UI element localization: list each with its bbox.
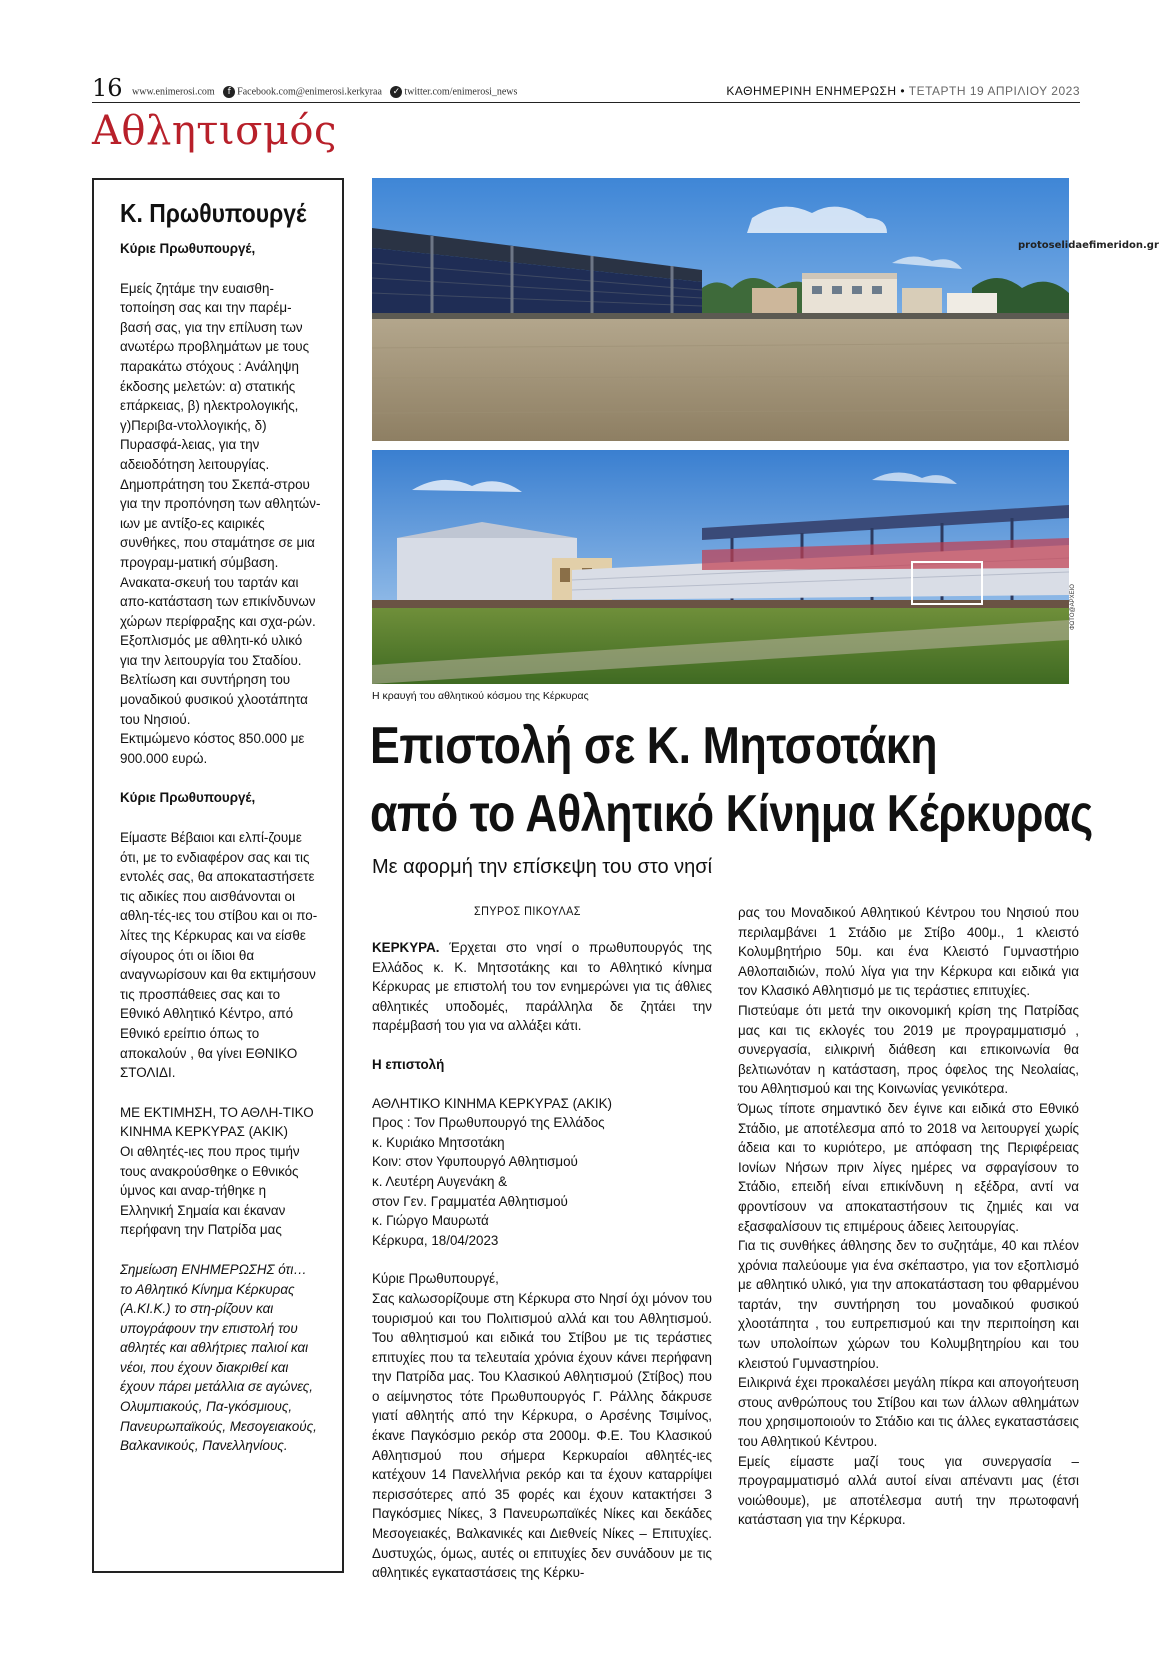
sidebar-paragraph: Οι αθλητές-ιες που προς τιμήν τους ανακρούσθηκε ο Εθνικός ύμνος και αναρ-τήθηκε η Ελληνική Σημαία και έκαναν περήφανη την Πατρίδα μας bbox=[120, 1143, 300, 1238]
watermark-text: protoselidaefimeridon.gr bbox=[1018, 240, 1159, 251]
page-header bbox=[92, 74, 1080, 103]
header-links bbox=[132, 86, 517, 98]
letter-heading: Η επιστολή bbox=[372, 1056, 445, 1072]
lead-dateline: ΚΕΡΚΥΡΑ. bbox=[372, 940, 440, 955]
lead-text: Έρχεται στο νησί ο πρωθυπουργός της Ελλάδος κ. Κ. Μητσοτάκης και το Αθλητικό κίνημα Κέρκυρας με επιστολή του τον ενημερώνει για τις άθλιες αθλητικές υποδομές, παράλληλα δε ζητάει την παρέμβασή του για να αλλάξει κάτι. bbox=[372, 940, 712, 1034]
photo-caption: Η κραυγή του αθλητικού κόσμου της Κέρκυρας bbox=[372, 690, 589, 702]
address-line: Κέρκυρα, 18/04/2023 bbox=[372, 1232, 499, 1248]
photo-credit: ΦΩΤΟ@ΑΡΧΕΙΟ bbox=[1070, 584, 1076, 630]
sidebar-paragraph: Δημοπράτηση του Σκεπά-στρου για την προπόνηση των αθλητών-ιων με αντίξο-ες καιρικές συνθήκες, που σταμάτησε σε μια προγραμ-ματική σύμβαση. Ανακατα-σκευή του ταρτάν και απο-κατάσταση των επικίνδυνων χώρων περίφραξης και σχα-ρών. Εξοπλισμός με αθλητι-κό υλικό για την λειτουργία του Σταδίου. Βελτίωση και συντήρηση του μοναδικού φυσικού χλοοτάπητα του Νησιού. bbox=[120, 476, 321, 727]
stadium-photo-bottom-image bbox=[372, 450, 1069, 684]
twitter-icon: ✓ bbox=[390, 86, 402, 98]
header-separator: • bbox=[896, 84, 909, 98]
page-number: 16 bbox=[92, 74, 123, 102]
website-link[interactable]: www.enimerosi.com bbox=[132, 86, 215, 98]
article-paragraph: Εμείς είμαστε μαζί τους για συνεργασία – προγραμματισμό αλλά αυτοί είναι απέναντι μας (έτσι νοιώθουμε), με αποτέλεσμα αυτή την πρωτοφανή κατάσταση για την Κέρκυρα. bbox=[738, 1453, 1079, 1528]
section-title: Αθλητισμός bbox=[92, 108, 337, 154]
sidebar-title: Κ. Πρωθυπουργέ bbox=[120, 198, 307, 228]
address-line: ΑΘΛΗΤΙΚΟ ΚΙΝΗΜΑ ΚΕΡΚΥΡΑΣ (ΑΚΙΚ) bbox=[372, 1095, 613, 1111]
sidebar-letter-box bbox=[92, 178, 344, 1573]
paper-name: ΚΑΘΗΜΕΡΙΝΗ ΕΝΗΜΕΡΩΣΗ bbox=[726, 84, 897, 98]
headline-line: από το Αθλητικό Κίνημα Κέρκυρας bbox=[370, 785, 1093, 843]
article-paragraph: Ειλικρινά έχει προκαλέσει μεγάλη πίκρα και απογοήτευση στους ανθρώπους του Στίβου και των άλλων αθλημάτων που χρησιμοποιούν το Στάδιο και τις άλλες εγκαταστάσεις του Αθλητικού Κέντρου. bbox=[738, 1375, 1079, 1450]
article-paragraph: Για τις συνθήκες άθλησης δεν το συζητάμε, 40 και πλέον χρόνια παλεύουμε για ένα σκέπαστρο, για τον εξοπλισμό με αθλητικό υλικό, για την αποκατάσταση του φθαρμένου ταρτάν, την συντήρηση του μοναδικού φυσικού χλοοτάπητα , του ευπρεπισμού και την περιποίηση και των υπολοίπων χώρων του Κολυμβητηρίου και του κλειστού Γυμναστηρίου. bbox=[738, 1238, 1079, 1371]
header-masthead bbox=[726, 84, 1080, 98]
sidebar-paragraph: Εμείς ζητάμε την ευαισθη-τοποίηση σας και την παρέμ-βασή σας, για την επίλυση των ανωτέρω προβλημάτων με τους παρακάτω στόχους : Ανάληψη έκδοσης μελετών: α) στατικής επάρκειας, β) ηλεκτρολογικής, γ)Περιβα-ντολλογικής, δ) Πυρασφά-λειας, για την αδειοδότηση λειτουργίας. bbox=[120, 280, 310, 472]
sidebar-paragraph: Είμαστε Βέβαιοι και ελπί-ζουμε ότι, με το ενδιαφέρον σας και τις εντολές σας, θα αποκαταστήσετε τις αδικίες που αισθάνονται οι αθλη-τές-ιες του στίβου και οι πο-λίτες της Κέρκυρας και να είσθε σίγουρος ότι οι ίδιοι θα αναγνωρίσουν και θα εκτιμήσουν τις προσπάθειες σας και το Εθνικό Αθλητικό Κέντρο, από Εθνικό ερείπιο όπως το αποκαλούν , θα γίνει ΕΘΝΙΚΟ ΣΤΟΛΙΔΙ. bbox=[120, 830, 318, 1081]
stadium-photo-top bbox=[372, 178, 1069, 441]
address-line: κ. Λευτέρη Αυγενάκη & bbox=[372, 1173, 508, 1189]
address-line: στον Γεν. Γραμματέα Αθλητισμού bbox=[372, 1193, 568, 1209]
headline-line: Επιστολή σε Κ. Μητσοτάκη bbox=[370, 717, 938, 775]
article-column-1 bbox=[372, 938, 712, 1583]
article-paragraph: Πιστεύαμε ότι μετά την οικονομική κρίση της Πατρίδας μας και τις εκλογές του 2019 με προγραμματισμό , συνεργασία, ειλικρινή διάθεση και επικοινωνία θα βελτιωνόταν η κατάσταση, προς όφελος της Νεολαίας, του Αθλητισμού και της Κοινωνίας γενικότερα. bbox=[738, 1002, 1079, 1097]
sidebar-note: Σημείωση ΕΝΗΜΕΡΩΣΗΣ ότι… το Αθλητικό Κίνημα Κέρκυρας (Α.ΚΙ.Κ.) το στη-ρίζουν και υπογράφουν την επιστολή του αθλητές και αθλήτριες παλιοί και νέοι, που έχουν διακριθεί και έχουν πάρει μετάλλια σε αγώνες, Ολυμπιακούς, Πα-γκόσμιους, Πανευρωπαϊκούς, Μεσογειακούς, Βαλκανικούς, Πανελληνίους. bbox=[120, 1261, 317, 1454]
issue-date: ΤΕΤΑΡΤΗ 19 ΑΠΡΙΛΙΟΥ 2023 bbox=[908, 84, 1080, 98]
article-subtitle: Με αφορμή την επίσκεψη του στο νησί bbox=[372, 856, 713, 878]
article-paragraph: Όμως τίποτε σημαντικό δεν έγινε και ειδικά στο Εθνικό Στάδιο, με αποτέλεσμα από το 2018 να λειτουργεί χωρίς άδεια και το κυριότερο, με απόφαση της Περιφέρειας Ιονίων Νήσων πριν λίγες ημέρες να σφραγίσουν το Στάδιο, επειδή είναι επικίνδυνη η εξέδρα, αντί να φροντίσουν να αποκαταστήσουν τις ζημιές και να εξασφαλίσουν τις επιμέρους άδειες λειτουργίας. bbox=[738, 1100, 1079, 1234]
article-lead bbox=[372, 938, 712, 1036]
twitter-link[interactable]: twitter.com/enimerosi_news bbox=[404, 86, 518, 98]
article-paragraph: Σας καλωσορίζουμε στη Κέρκυρα στο Νησί όχι μόνον του τουρισμού και του Πολιτισμού αλλά και του Αθλητισμού. Του αθλητισμού και ειδικά του Στίβου με τις τεράστιες επιτυχίες που τα τελευταία χρόνια έχουν κάνει περήφανη την Πατρίδα μας. Του Κλασικού Αθλητισμού (Στίβος) που ο αείμνηστος τότε Πρωθυπουργός Γ. Ράλλης δάκρυσε γιατί αθλητής από την Κέρκυρα, ο Αρσένης Τσιμίνος, έκανε Παγκόσμιο ρεκόρ στα 2000μ. Φ.Ε. Του Κλασικού Αθλητισμού που σήμερα Κερκυραίοι αθλητές-ιες κατέχουν 14 Πανελλήνια ρεκόρ και τα έχουν καταρρίψει περισσότερες από 35 φορές και έχουν κατακτήσει 3 Παγκόσμιες Νίκες, 3 Πανευρωπαϊκές Νίκες και δεκάδες Μεσογειακές, Βαλκανικές και Διεθνείς Νίκες – Επιτυχίες. Δυστυχώς, όμως, αυτές οι επιτυχίες δεν συνάδουν με τις αθλητικές εγκαταστάσεις της Κέρκυ- bbox=[372, 1290, 712, 1581]
article-paragraph: ρας του Μοναδικού Αθλητικού Κέντρου του Νησιού που περιλαμβάνει 1 Στάδιο με Στίβο 400μ., 1 κλειστό Κολυμβητήριο 50μ. και ένα Κλειστό Γυμναστήριο Αθλοπαιδιών, πολύ λίγα για την Κέρκυρα και ειδικά για τον Κλασικό Αθλητισμό με τις τεράστιες επιτυχίες. bbox=[738, 905, 1079, 999]
article-byline: ΣΠΥΡΟΣ ΠΙΚΟΥΛΑΣ bbox=[474, 904, 581, 918]
sidebar-salutation: Κύριε Πρωθυπουργέ, bbox=[120, 790, 256, 806]
sidebar-salutation: Κύριε Πρωθυπουργέ, bbox=[120, 241, 256, 256]
stadium-photo-top-image bbox=[372, 178, 1069, 441]
facebook-icon: f bbox=[223, 86, 235, 98]
address-line: κ. Γιώργο Μαυρωτά bbox=[372, 1213, 489, 1229]
article-column-2 bbox=[738, 903, 1079, 1530]
stadium-photo-bottom bbox=[372, 450, 1069, 684]
address-line: κ. Κυριάκο Μητσοτάκη bbox=[372, 1134, 505, 1150]
facebook-link[interactable]: Facebook.com@enimerosi.kerkyraa bbox=[237, 86, 382, 98]
address-line: Κοιν: στον Υφυπουργό Αθλητισμού bbox=[372, 1154, 578, 1170]
address-line: Προς : Τον Πρωθυπουργό της Ελλάδος bbox=[372, 1115, 605, 1131]
article-headline bbox=[370, 712, 1093, 848]
sidebar-paragraph: Εκτιμώμενο κόστος 850.000 με 900.000 ευρώ. bbox=[120, 731, 305, 766]
sidebar-signoff: ΜΕ ΕΚΤΙΜΗΣΗ, ΤΟ ΑΘΛΗ-ΤΙΚΟ ΚΙΝΗΜΑ ΚΕΡΚΥΡΑΣ (ΑΚΙΚ) bbox=[120, 1104, 314, 1140]
letter-greeting: Κύριε Πρωθυπουργέ, bbox=[372, 1271, 499, 1287]
